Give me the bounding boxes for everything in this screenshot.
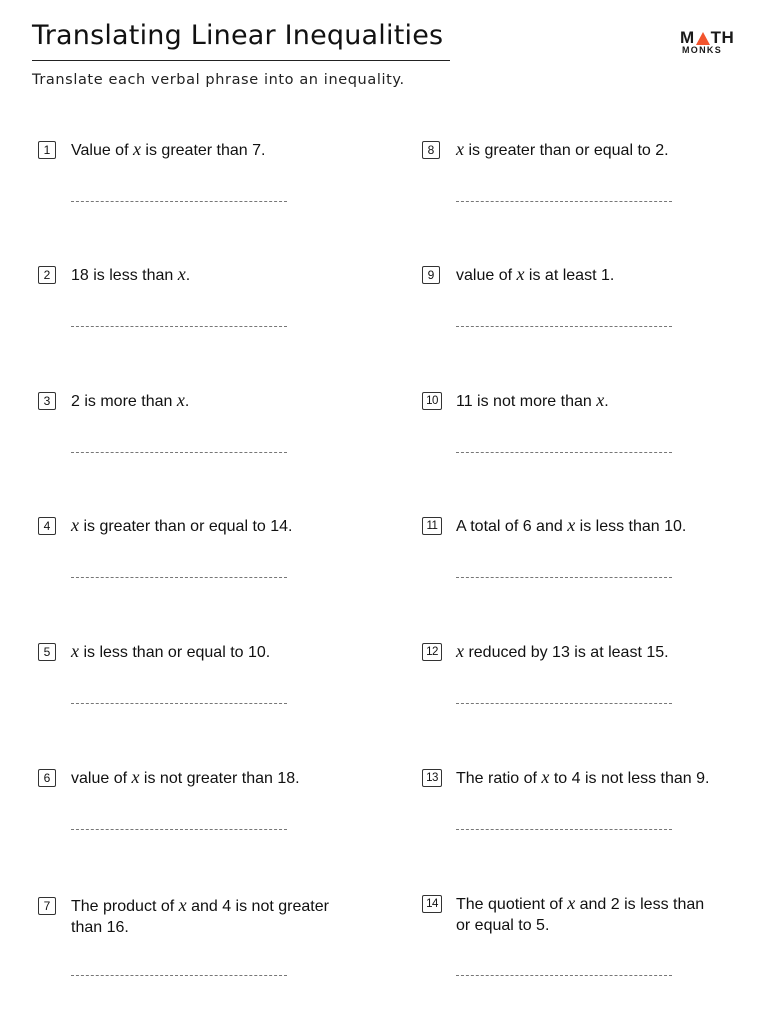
variable-x: x xyxy=(516,264,525,284)
logo-subtext: MONKS xyxy=(682,45,722,55)
logo-text-end: TH xyxy=(710,28,735,47)
title-underline xyxy=(32,60,450,61)
question-number: 9 xyxy=(422,266,440,284)
variable-x: x xyxy=(71,515,79,535)
question-text: Value of x is greater than 7. xyxy=(71,139,266,159)
question-text: The ratio of x to 4 is not less than 9. xyxy=(456,767,710,787)
question-text: The product of x and 4 is not greater than 16. xyxy=(71,895,329,936)
worksheet-title: Translating Linear Inequalities xyxy=(32,20,444,51)
variable-x: x xyxy=(131,767,140,787)
answer-blank[interactable] xyxy=(456,201,672,202)
question-number: 10 xyxy=(422,392,442,410)
question-text: 11 is not more than x. xyxy=(456,390,609,410)
question-text: x is greater than or equal to 2. xyxy=(456,139,669,159)
question-number: 14 xyxy=(422,895,442,913)
question-number: 5 xyxy=(38,643,56,661)
answer-blank[interactable] xyxy=(456,703,672,704)
answer-blank[interactable] xyxy=(456,577,672,578)
answer-blank[interactable] xyxy=(71,452,287,453)
triangle-icon xyxy=(696,32,710,45)
logo-wordmark xyxy=(680,26,734,46)
answer-blank[interactable] xyxy=(71,201,287,202)
answer-blank[interactable] xyxy=(71,829,287,830)
answer-blank[interactable] xyxy=(71,975,287,976)
math-monks-logo xyxy=(680,26,742,58)
worksheet-instructions: Translate each verbal phrase into an inequality. xyxy=(32,72,405,88)
answer-blank[interactable] xyxy=(456,975,672,976)
question-text: x is less than or equal to 10. xyxy=(71,641,271,661)
logo-text-start: M xyxy=(680,28,695,47)
question-text: The quotient of x and 2 is less than or equal to 5. xyxy=(456,893,705,934)
question-text: A total of 6 and x is less than 10. xyxy=(456,515,687,535)
variable-x: x xyxy=(596,390,605,410)
question-text: value of x is not greater than 18. xyxy=(71,767,300,787)
answer-blank[interactable] xyxy=(71,577,287,578)
variable-x: x xyxy=(178,895,187,915)
variable-x: x xyxy=(567,515,576,535)
variable-x: x xyxy=(541,767,550,787)
variable-x: x xyxy=(71,641,79,661)
variable-x: x xyxy=(176,390,185,410)
question-number: 3 xyxy=(38,392,56,410)
question-text: value of x is at least 1. xyxy=(456,264,615,284)
question-number: 7 xyxy=(38,897,56,915)
answer-blank[interactable] xyxy=(456,326,672,327)
question-number: 11 xyxy=(422,517,442,535)
question-number: 13 xyxy=(422,769,442,787)
variable-x: x xyxy=(456,641,464,661)
question-number: 4 xyxy=(38,517,56,535)
answer-blank[interactable] xyxy=(456,452,672,453)
question-number: 6 xyxy=(38,769,56,787)
question-number: 8 xyxy=(422,141,440,159)
answer-blank[interactable] xyxy=(71,703,287,704)
question-number: 1 xyxy=(38,141,56,159)
question-text: x is greater than or equal to 14. xyxy=(71,515,293,535)
answer-blank[interactable] xyxy=(456,829,672,830)
question-text: 2 is more than x. xyxy=(71,390,190,410)
question-text: 18 is less than x. xyxy=(71,264,191,284)
answer-blank[interactable] xyxy=(71,326,287,327)
question-text: x reduced by 13 is at least 15. xyxy=(456,641,669,661)
variable-x: x xyxy=(132,139,141,159)
question-number: 12 xyxy=(422,643,442,661)
variable-x: x xyxy=(456,139,464,159)
variable-x: x xyxy=(567,893,576,913)
variable-x: x xyxy=(177,264,186,284)
question-number: 2 xyxy=(38,266,56,284)
